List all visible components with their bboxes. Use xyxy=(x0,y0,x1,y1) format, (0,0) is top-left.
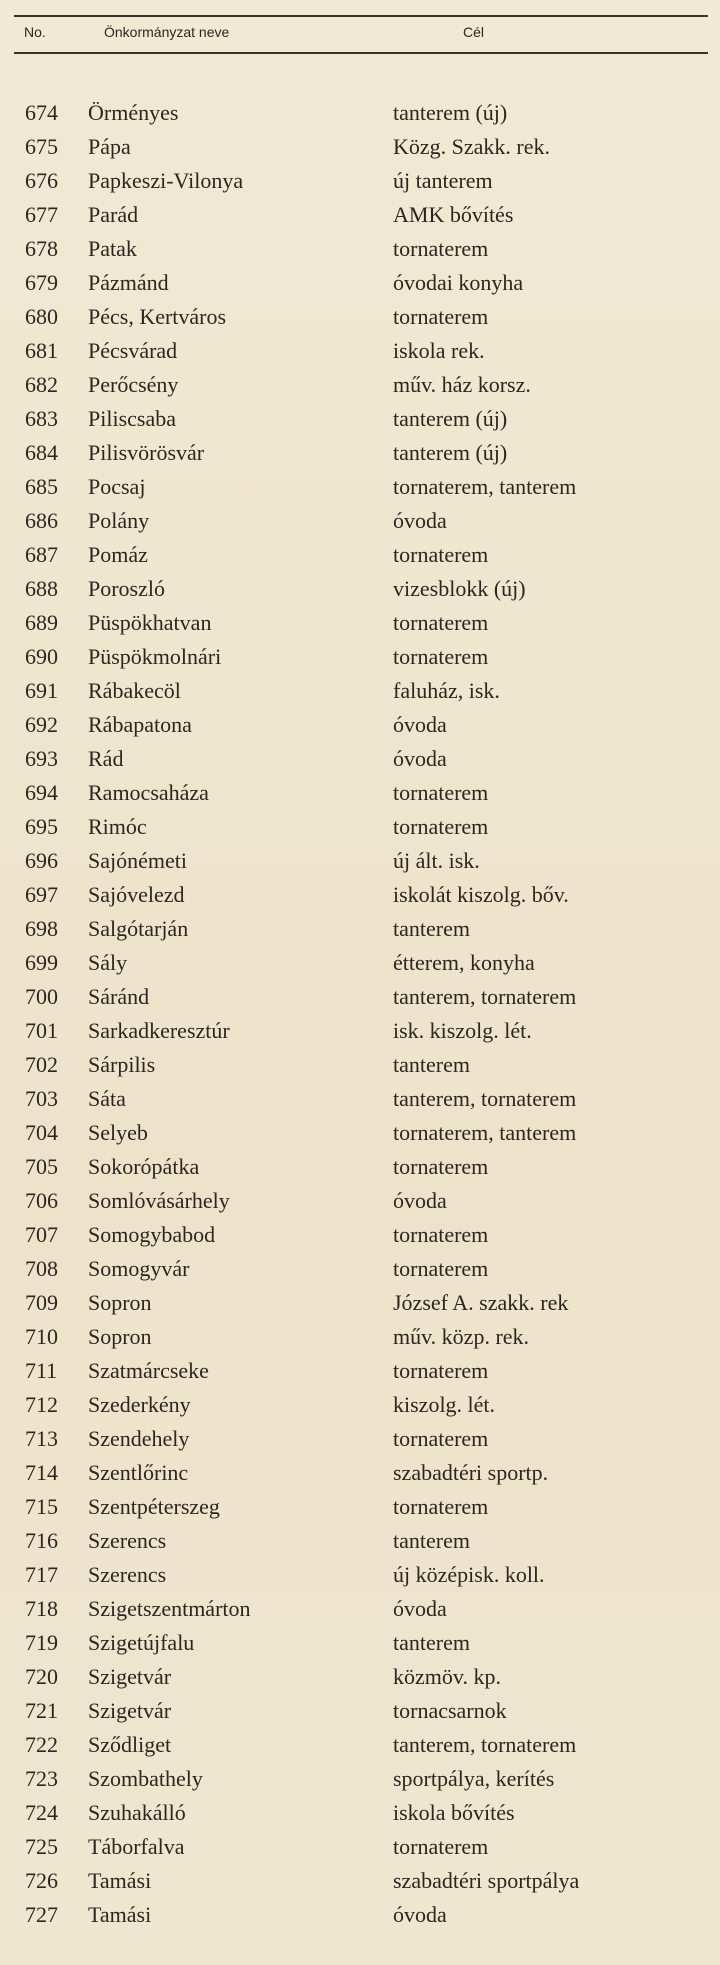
row-number: 678 xyxy=(25,236,58,261)
row-number: 723 xyxy=(25,1766,58,1791)
row-goal: tanterem xyxy=(393,1052,470,1077)
row-municipality-name: Szerencs xyxy=(88,1562,167,1587)
header-bottom-rule xyxy=(14,52,708,54)
row-municipality-name: Sarkadkeresztúr xyxy=(88,1018,230,1043)
row-municipality-name: Sokorópátka xyxy=(88,1154,200,1179)
row-goal: óvoda xyxy=(393,508,447,533)
row-municipality-name: Rimóc xyxy=(88,814,147,839)
row-municipality-name: Sajónémeti xyxy=(88,848,187,873)
row-municipality-name: Sajóvelezd xyxy=(88,882,185,907)
row-municipality-name: Pilisvörösvár xyxy=(88,440,205,465)
row-number: 714 xyxy=(25,1460,58,1485)
table-row xyxy=(0,776,720,810)
table-row xyxy=(0,1218,720,1252)
row-municipality-name: Pomáz xyxy=(88,542,148,567)
table-row xyxy=(0,1558,720,1592)
row-number: 704 xyxy=(25,1120,58,1145)
table-row xyxy=(0,1456,720,1490)
table-row xyxy=(0,674,720,708)
row-goal: tanterem (új) xyxy=(393,100,508,125)
row-number: 727 xyxy=(25,1902,58,1927)
row-goal: óvoda xyxy=(393,1188,447,1213)
table-row xyxy=(0,742,720,776)
table-row xyxy=(0,1286,720,1320)
row-number: 680 xyxy=(25,304,58,329)
table-row xyxy=(0,980,720,1014)
row-municipality-name: Selyeb xyxy=(88,1120,148,1145)
row-number: 711 xyxy=(25,1358,58,1383)
header-goal: Cél xyxy=(463,24,485,40)
row-goal: közmöv. kp. xyxy=(393,1664,501,1689)
row-goal: tanterem (új) xyxy=(393,440,508,465)
row-number: 712 xyxy=(25,1392,58,1417)
table-row xyxy=(0,1048,720,1082)
row-number: 709 xyxy=(25,1290,58,1315)
row-municipality-name: Táborfalva xyxy=(88,1834,185,1859)
row-municipality-name: Szentpéterszeg xyxy=(88,1494,220,1519)
row-goal: tanterem, tornaterem xyxy=(393,1732,577,1757)
table-row xyxy=(0,368,720,402)
row-goal: tornaterem xyxy=(393,236,489,261)
table-row xyxy=(0,1796,720,1830)
table-row xyxy=(0,640,720,674)
row-municipality-name: Somlóvásárhely xyxy=(88,1188,230,1213)
table-row xyxy=(0,606,720,640)
row-goal: tornacsarnok xyxy=(393,1698,507,1723)
row-number: 697 xyxy=(25,882,58,907)
row-municipality-name: Somogybabod xyxy=(88,1222,216,1247)
row-number: 716 xyxy=(25,1528,58,1553)
row-goal: tanterem, tornaterem xyxy=(393,984,577,1009)
row-number: 683 xyxy=(25,406,58,431)
table-row xyxy=(0,538,720,572)
row-municipality-name: Szigetújfalu xyxy=(88,1630,195,1655)
row-number: 715 xyxy=(25,1494,58,1519)
header-municipality-name: Önkormányzat neve xyxy=(104,24,230,40)
row-number: 720 xyxy=(25,1664,58,1689)
row-municipality-name: Poroszló xyxy=(88,576,165,601)
table-row xyxy=(0,1320,720,1354)
row-municipality-name: Somogyvár xyxy=(88,1256,190,1281)
row-goal: tornaterem xyxy=(393,1222,489,1247)
table-row xyxy=(0,198,720,232)
row-municipality-name: Polány xyxy=(88,508,150,533)
table-row xyxy=(0,436,720,470)
table-row xyxy=(0,1490,720,1524)
table-row xyxy=(0,1694,720,1728)
table-row xyxy=(0,572,720,606)
table-body xyxy=(0,96,720,1932)
table-row xyxy=(0,1592,720,1626)
row-number: 677 xyxy=(25,202,58,227)
header-top-rule xyxy=(14,15,708,17)
row-number: 726 xyxy=(25,1868,58,1893)
table-row xyxy=(0,844,720,878)
table-row xyxy=(0,1388,720,1422)
row-municipality-name: Szendehely xyxy=(88,1426,190,1451)
row-number: 674 xyxy=(25,100,58,125)
row-goal: szabadtéri sportp. xyxy=(393,1460,549,1485)
row-municipality-name: Pocsaj xyxy=(88,474,146,499)
row-number: 705 xyxy=(25,1154,58,1179)
row-number: 695 xyxy=(25,814,58,839)
table-row xyxy=(0,1660,720,1694)
row-goal: műv. ház korsz. xyxy=(393,372,531,397)
row-number: 700 xyxy=(25,984,58,1009)
row-goal: óvodai konyha xyxy=(393,270,524,295)
row-municipality-name: Szombathely xyxy=(88,1766,203,1791)
row-municipality-name: Sály xyxy=(88,950,128,975)
row-municipality-name: Sáta xyxy=(88,1086,126,1111)
table-row xyxy=(0,164,720,198)
row-municipality-name: Pápa xyxy=(88,134,131,159)
row-goal: kiszolg. lét. xyxy=(393,1392,496,1417)
row-number: 694 xyxy=(25,780,58,805)
row-municipality-name: Pázmánd xyxy=(88,270,169,295)
row-goal: tornaterem xyxy=(393,1494,489,1519)
row-number: 679 xyxy=(25,270,58,295)
row-goal: óvoda xyxy=(393,746,447,771)
row-municipality-name: Sáránd xyxy=(88,984,150,1009)
row-number: 725 xyxy=(25,1834,58,1859)
row-municipality-name: Sárpilis xyxy=(88,1052,156,1077)
row-municipality-name: Sződliget xyxy=(88,1732,172,1757)
row-number: 713 xyxy=(25,1426,58,1451)
row-municipality-name: Ramocsaháza xyxy=(88,780,209,805)
table-header xyxy=(0,24,720,48)
table-row xyxy=(0,946,720,980)
table-row xyxy=(0,334,720,368)
table-row xyxy=(0,1524,720,1558)
table-row xyxy=(0,1184,720,1218)
row-number: 722 xyxy=(25,1732,58,1757)
row-municipality-name: Tamási xyxy=(88,1902,152,1927)
row-goal: szabadtéri sportpálya xyxy=(393,1868,580,1893)
row-goal: új középisk. koll. xyxy=(393,1562,545,1587)
row-municipality-name: Sopron xyxy=(88,1290,152,1315)
row-municipality-name: Patak xyxy=(88,236,137,261)
row-number: 682 xyxy=(25,372,58,397)
row-goal: tanterem xyxy=(393,1528,470,1553)
row-goal: étterem, konyha xyxy=(393,950,535,975)
table-row xyxy=(0,300,720,334)
table-row xyxy=(0,1354,720,1388)
row-goal: tornaterem xyxy=(393,304,489,329)
table-row xyxy=(0,232,720,266)
table-row xyxy=(0,1422,720,1456)
row-number: 676 xyxy=(25,168,58,193)
row-number: 687 xyxy=(25,542,58,567)
row-municipality-name: Szentlőrinc xyxy=(88,1460,189,1485)
row-municipality-name: Szatmárcseke xyxy=(88,1358,209,1383)
row-municipality-name: Szerencs xyxy=(88,1528,167,1553)
row-goal: tornaterem xyxy=(393,1256,489,1281)
table-row xyxy=(0,878,720,912)
row-municipality-name: Pécs, Kertváros xyxy=(88,304,227,329)
row-goal: AMK bővítés xyxy=(393,202,514,227)
row-goal: tanterem (új) xyxy=(393,406,508,431)
row-goal: tornaterem xyxy=(393,542,489,567)
table-row xyxy=(0,266,720,300)
row-number: 693 xyxy=(25,746,58,771)
row-goal: tornaterem xyxy=(393,1834,489,1859)
row-number: 681 xyxy=(25,338,58,363)
row-number: 701 xyxy=(25,1018,58,1043)
table-row xyxy=(0,504,720,538)
row-municipality-name: Sopron xyxy=(88,1324,152,1349)
table-row xyxy=(0,130,720,164)
row-goal: tanterem, tornaterem xyxy=(393,1086,577,1111)
row-number: 685 xyxy=(25,474,58,499)
row-number: 696 xyxy=(25,848,58,873)
table-row xyxy=(0,912,720,946)
row-number: 703 xyxy=(25,1086,58,1111)
row-goal: Közg. Szakk. rek. xyxy=(393,134,551,159)
row-number: 706 xyxy=(25,1188,58,1213)
row-goal: tornaterem xyxy=(393,644,489,669)
row-municipality-name: Rád xyxy=(88,746,124,771)
row-number: 698 xyxy=(25,916,58,941)
row-municipality-name: Püspökmolnári xyxy=(88,644,222,669)
row-goal: sportpálya, kerítés xyxy=(393,1766,555,1791)
row-municipality-name: Örményes xyxy=(88,100,179,125)
row-goal: tornaterem xyxy=(393,780,489,805)
table-row xyxy=(0,1728,720,1762)
row-municipality-name: Szigetvár xyxy=(88,1664,172,1689)
row-municipality-name: Szigetvár xyxy=(88,1698,172,1723)
table-row xyxy=(0,470,720,504)
row-goal: iskolát kiszolg. bőv. xyxy=(393,882,569,907)
row-number: 692 xyxy=(25,712,58,737)
row-goal: tornaterem xyxy=(393,1358,489,1383)
table-row xyxy=(0,1762,720,1796)
row-municipality-name: Szederkény xyxy=(88,1392,191,1417)
row-goal: isk. kiszolg. lét. xyxy=(393,1018,532,1043)
row-number: 719 xyxy=(25,1630,58,1655)
row-number: 675 xyxy=(25,134,58,159)
row-number: 708 xyxy=(25,1256,58,1281)
row-number: 684 xyxy=(25,440,58,465)
row-number: 691 xyxy=(25,678,58,703)
table-row xyxy=(0,1082,720,1116)
row-goal: tornaterem xyxy=(393,610,489,635)
row-number: 718 xyxy=(25,1596,58,1621)
row-goal: faluház, isk. xyxy=(393,678,500,703)
table-row xyxy=(0,1830,720,1864)
row-number: 717 xyxy=(25,1562,58,1587)
table-row xyxy=(0,1864,720,1898)
table-row xyxy=(0,1014,720,1048)
row-number: 724 xyxy=(25,1800,58,1825)
row-goal: tornaterem xyxy=(393,1154,489,1179)
row-number: 686 xyxy=(25,508,58,533)
row-goal: óvoda xyxy=(393,712,447,737)
table-row xyxy=(0,708,720,742)
row-number: 689 xyxy=(25,610,58,635)
row-number: 690 xyxy=(25,644,58,669)
row-goal: tornaterem xyxy=(393,814,489,839)
table-row xyxy=(0,96,720,130)
row-municipality-name: Piliscsaba xyxy=(88,406,176,431)
row-municipality-name: Salgótarján xyxy=(88,916,189,941)
row-municipality-name: Tamási xyxy=(88,1868,152,1893)
row-goal: iskola bővítés xyxy=(393,1800,515,1825)
row-goal: új tanterem xyxy=(393,168,493,193)
row-municipality-name: Perőcsény xyxy=(88,372,179,397)
table-row xyxy=(0,1252,720,1286)
row-number: 710 xyxy=(25,1324,58,1349)
row-municipality-name: Szuhakálló xyxy=(88,1800,186,1825)
row-goal: tanterem xyxy=(393,1630,470,1655)
row-goal: tornaterem, tanterem xyxy=(393,474,577,499)
header-number: No. xyxy=(24,24,46,40)
row-goal: József A. szakk. rek xyxy=(393,1290,569,1315)
table-row xyxy=(0,1898,720,1932)
row-goal: tornaterem, tanterem xyxy=(393,1120,577,1145)
row-number: 702 xyxy=(25,1052,58,1077)
table-row xyxy=(0,1116,720,1150)
row-goal: óvoda xyxy=(393,1902,447,1927)
table-row xyxy=(0,402,720,436)
row-number: 707 xyxy=(25,1222,58,1247)
table-row xyxy=(0,1150,720,1184)
row-number: 688 xyxy=(25,576,58,601)
row-municipality-name: Papkeszi-Vilonya xyxy=(88,168,244,193)
row-goal: új ált. isk. xyxy=(393,848,480,873)
row-goal: műv. közp. rek. xyxy=(393,1324,530,1349)
row-goal: tornaterem xyxy=(393,1426,489,1451)
row-municipality-name: Rábakecöl xyxy=(88,678,181,703)
row-municipality-name: Rábapatona xyxy=(88,712,192,737)
row-municipality-name: Parád xyxy=(88,202,139,227)
row-goal: óvoda xyxy=(393,1596,447,1621)
row-goal: iskola rek. xyxy=(393,338,485,363)
table-row xyxy=(0,810,720,844)
row-goal: tanterem xyxy=(393,916,470,941)
row-municipality-name: Szigetszentmárton xyxy=(88,1596,251,1621)
row-number: 699 xyxy=(25,950,58,975)
row-municipality-name: Püspökhatvan xyxy=(88,610,212,635)
row-municipality-name: Pécsvárad xyxy=(88,338,178,363)
table-row xyxy=(0,1626,720,1660)
row-number: 721 xyxy=(25,1698,58,1723)
row-goal: vizesblokk (új) xyxy=(393,576,526,601)
